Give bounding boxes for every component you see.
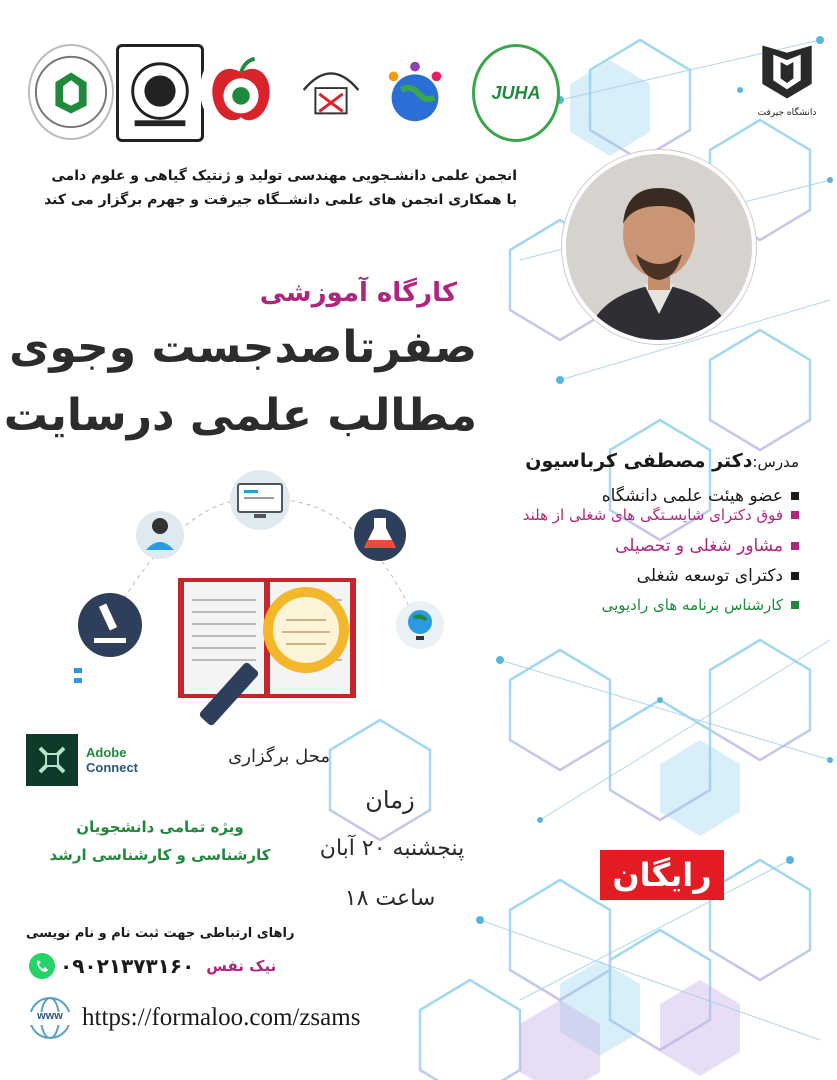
venue-label: محل برگزاری: [228, 746, 330, 767]
contact-heading: راهای ارتباطی جهت ثبت نام و نام نویسی: [26, 926, 295, 941]
apple-logo: [200, 44, 282, 136]
credential-item: عضو هیئت علمی دانشگاه: [279, 486, 799, 506]
audience-line-2: کارشناسی و کارشناسی ارشد: [49, 846, 271, 864]
globe-icon: [396, 601, 444, 649]
instructor-label: مدرس:: [752, 453, 799, 471]
calligraphy-logo: [290, 44, 372, 136]
research-illustration: [60, 470, 460, 730]
seal-logo: [116, 44, 204, 142]
header-line-1: انجمن علمی دانشـجویی مهندسی تولید و ژنتیک گیاهی و علوم دامی: [51, 168, 517, 184]
juha-text: JUHA: [491, 82, 541, 103]
workshop-title-line-2: مطالب علمی درسایت: [3, 390, 477, 441]
bullet-square-icon: [791, 572, 799, 580]
schedule-date: پنجشنبه ۲۰ آبان: [319, 836, 465, 861]
workshop-title-line-1: صفرتاصدجست وجوی: [9, 322, 477, 373]
adobe-connect-icon: [26, 734, 78, 786]
workshop-subtitle: کارگاه آموزشی: [259, 278, 457, 308]
instructor-heading: [239, 450, 799, 472]
globe-www-icon: [26, 994, 74, 1042]
globe-children-logo: [374, 44, 456, 136]
free-badge: رایگان: [600, 850, 724, 900]
association-logo: [28, 44, 114, 140]
whatsapp-icon: [28, 952, 56, 980]
header-line-2: با همکاری انجمن های علمی دانشــگاه جیرفت و جهرم برگزار می کند: [44, 192, 517, 208]
instructor-photo: [562, 150, 756, 344]
registration-url[interactable]: https://formaloo.com/zsams: [82, 1004, 361, 1031]
user-icon: [136, 511, 184, 559]
university-logo: [750, 40, 824, 130]
bullet-square-icon: [791, 492, 799, 500]
phone-number[interactable]: ۰۹۰۲۱۳۷۳۱۶۰: [60, 954, 195, 978]
contact-row: [28, 952, 276, 980]
contact-name: نیک نفس: [206, 957, 277, 975]
juha-logo: [472, 44, 560, 142]
schedule-time-label: زمان: [365, 786, 415, 814]
adobe-label: Adobe: [86, 745, 127, 760]
schedule-hour: ساعت ۱۸: [344, 886, 436, 911]
bullet-square-icon: [791, 601, 799, 609]
credential-item: فوق دکترای شایسـتگی های شغلی از هلند: [279, 506, 799, 524]
microscope-icon: [74, 593, 142, 683]
instructor-name: دکتر مصطفی کرباسیون: [525, 450, 753, 472]
flask-icon: [354, 509, 406, 561]
adobe-connect-logo: [26, 734, 138, 786]
monitor-icon: [230, 470, 290, 530]
www-label: www: [37, 1010, 63, 1022]
url-row: [26, 994, 360, 1042]
credential-item: مشاور شغلی و تحصیلی: [279, 536, 799, 556]
credential-item: دکترای توسعه شغلی: [279, 566, 799, 586]
bullet-square-icon: [791, 511, 799, 519]
connect-label: Connect: [86, 760, 138, 775]
bullet-square-icon: [791, 542, 799, 550]
audience-line-1: ویژه تمامی دانشجویان: [76, 818, 244, 836]
university-caption: دانشگاه جیرفت: [757, 108, 817, 118]
credential-item: کارشناس برنامه های رادیویی: [279, 596, 799, 614]
